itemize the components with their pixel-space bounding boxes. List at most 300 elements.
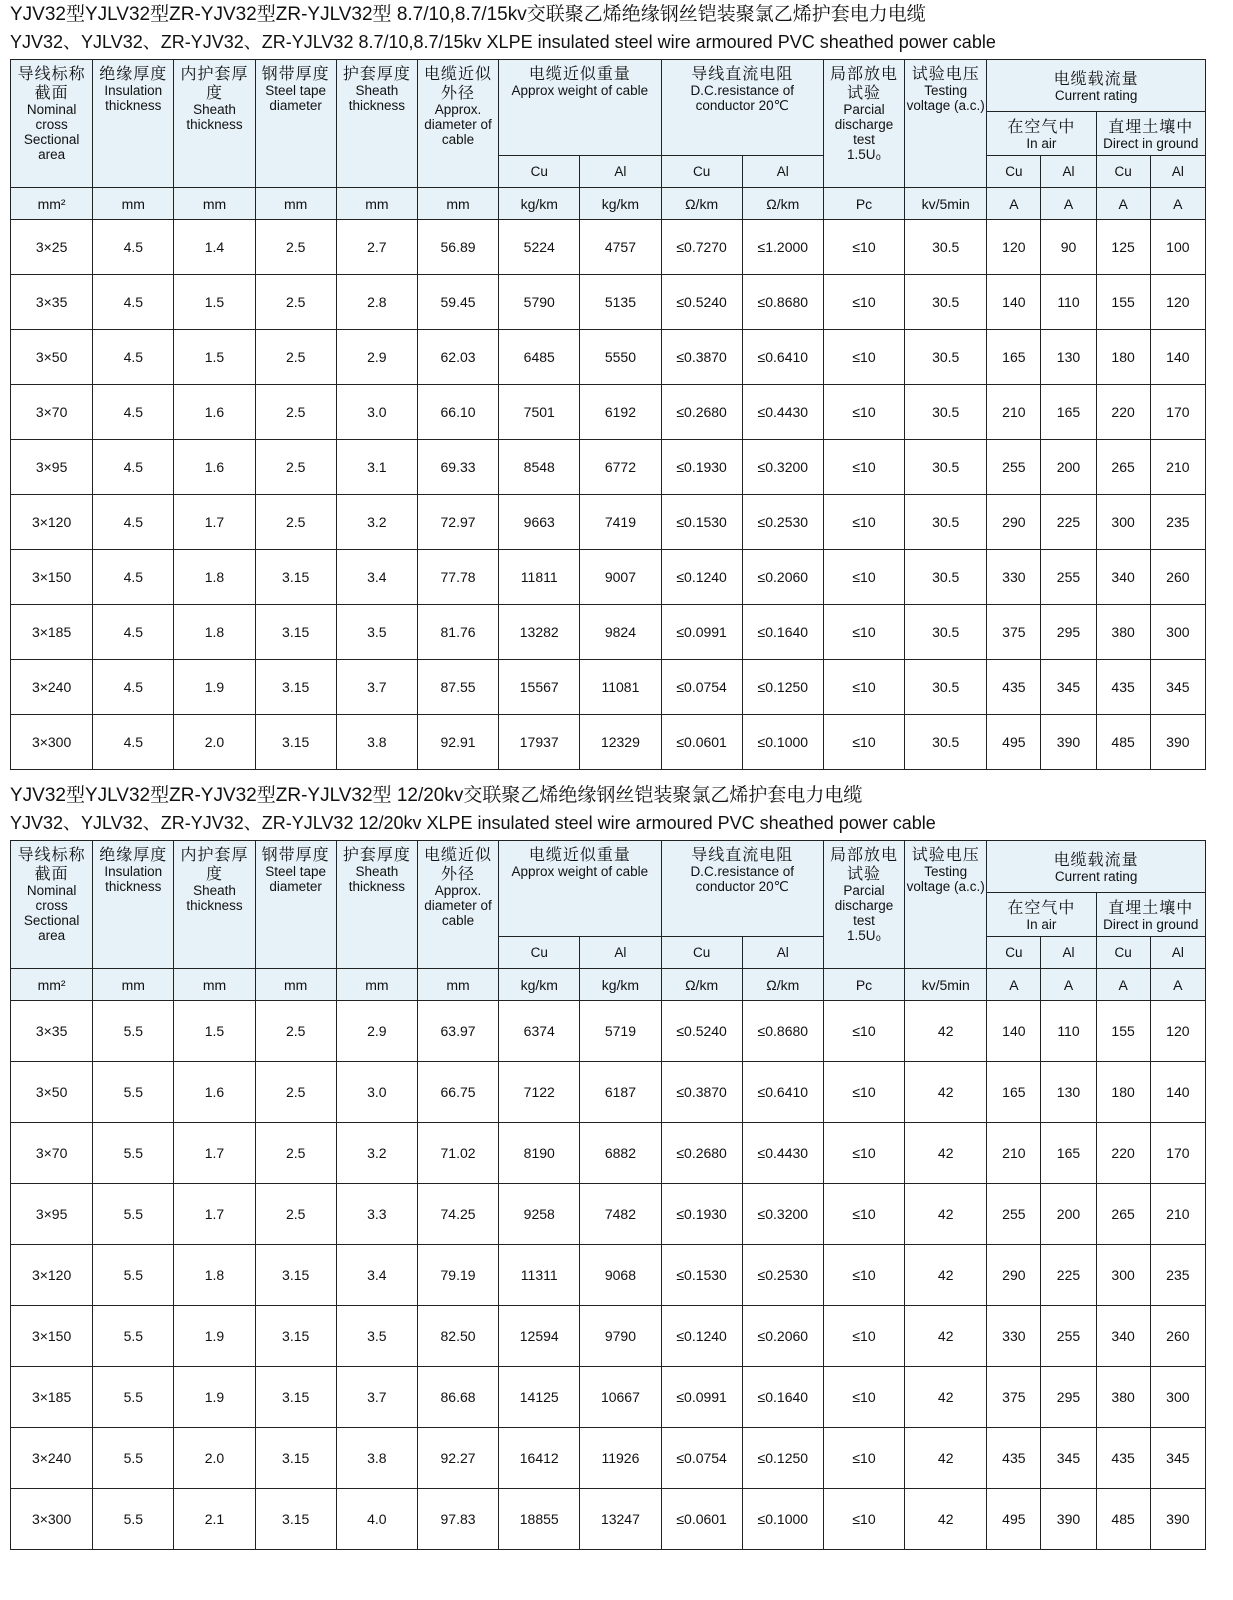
table-cell: 200 [1041,440,1096,495]
table-cell: 3.8 [336,715,417,770]
table-cell: 5719 [580,1001,661,1062]
table-cell: 3.15 [255,1489,336,1550]
table-row [11,1062,1206,1123]
table-cell: 130 [1041,330,1096,385]
table-cell: ≤10 [823,1184,904,1245]
header-cu [499,937,580,969]
table-cell: 1.8 [174,1245,255,1306]
header-label-en: Sheath thickness [186,102,243,132]
header-label-zh: 试验电压 [911,64,980,83]
table-cell: 1.7 [174,1123,255,1184]
table-cell: ≤0.7270 [661,220,742,275]
table-cell: 30.5 [905,330,987,385]
header-label-zh: 钢带厚度 [261,64,330,83]
table-cell: ≤0.1000 [742,715,823,770]
table-cell: ≤10 [823,1367,904,1428]
table-cell: 42 [905,1001,987,1062]
table-cell: 4.5 [93,385,174,440]
header-insulation [93,841,174,969]
header-label-en: Sheath thickness [186,883,243,913]
table-cell: 165 [1041,385,1096,440]
header-label-zh: 电缆载流量 [1053,68,1139,88]
header-cu [499,156,580,188]
unit-cell: A [1096,969,1150,1001]
unit-cell: kv/5min [905,969,987,1001]
table-cell: 42 [905,1428,987,1489]
header-label-en: Current rating [1054,87,1138,103]
table-cell: ≤10 [823,715,904,770]
table-cell: 265 [1096,1184,1150,1245]
table-cell: 390 [1041,1489,1096,1550]
table-cell: 2.5 [255,385,336,440]
table-cell: 2.5 [255,1123,336,1184]
table-cell: 375 [987,1367,1041,1428]
table-cell: 15567 [499,660,580,715]
table-cell: 79.19 [417,1245,498,1306]
table-cell: ≤0.3200 [742,1184,823,1245]
table-cell: 1.7 [174,1184,255,1245]
table-cell: 92.91 [417,715,498,770]
table-cell: 2.9 [336,330,417,385]
table-cell: ≤10 [823,330,904,385]
header-in-air [987,893,1096,937]
header-label-zh: 绝缘厚度 [99,845,168,864]
header-label-en: Nominal cross Sectional area [23,883,80,943]
table-cell: 30.5 [905,715,987,770]
header-weight [499,841,661,937]
header-label-en: Steel tape diameter [265,83,327,113]
table-cell: 345 [1150,1428,1205,1489]
header-steel-tape [255,841,336,969]
header-label: Al [1171,945,1184,960]
header-label-zh: 电缆近似外径 [424,64,493,102]
table-cell: 3.0 [336,385,417,440]
table-row [11,495,1206,550]
table-cell: 295 [1041,605,1096,660]
table-cell: 3×120 [11,495,93,550]
table-cell: 4.5 [93,495,174,550]
header-in-ground [1096,112,1205,156]
unit-cell: A [1096,188,1150,220]
table-cell: 4.5 [93,550,174,605]
header-label: Cu [692,945,711,960]
table-cell: ≤10 [823,1428,904,1489]
table-cell: ≤10 [823,275,904,330]
header-label-zh: 在空气中 [1007,897,1076,917]
unit-cell: A [987,188,1041,220]
table-cell: 340 [1096,550,1150,605]
table-cell: ≤0.1930 [661,440,742,495]
table-cell: 120 [987,220,1041,275]
table-cell: 300 [1150,1367,1205,1428]
header-label: Al [1062,164,1075,179]
header-label-en: D.C.resistance of conductor 20℃ [690,864,794,894]
table-cell: 30.5 [905,220,987,275]
table-row [11,1489,1206,1550]
table-cell: 3×300 [11,715,93,770]
table-cell: 495 [987,1489,1041,1550]
header-label-en: Approx weight of cable [511,83,649,98]
table-cell: 165 [1041,1123,1096,1184]
table-cell: 7482 [580,1184,661,1245]
table-cell: 8190 [499,1123,580,1184]
table-cell: ≤0.3870 [661,330,742,385]
table-cell: ≤10 [823,1001,904,1062]
table-cell: 62.03 [417,330,498,385]
header-sheath [336,60,417,188]
table-cell: 390 [1041,715,1096,770]
table-cell: 9790 [580,1306,661,1367]
header-discharge [823,841,904,969]
table-cell: 3×185 [11,1367,93,1428]
spec-table [10,59,1206,770]
table-cell: 375 [987,605,1041,660]
table-cell: 66.10 [417,385,498,440]
header-label-en: D.C.resistance of conductor 20℃ [690,83,794,113]
table-cell: 155 [1096,1001,1150,1062]
table-cell: 10667 [580,1367,661,1428]
table-cell: 3.15 [255,1428,336,1489]
table-cell: 435 [987,1428,1041,1489]
table-cell: 3×185 [11,605,93,660]
unit-cell: Pc [823,969,904,1001]
table-cell: ≤0.0601 [661,715,742,770]
table-cell: 495 [987,715,1041,770]
unit-cell: A [1041,969,1096,1001]
table-cell: ≤0.0991 [661,605,742,660]
table-row [11,715,1206,770]
unit-cell: kv/5min [905,188,987,220]
table-cell: 17937 [499,715,580,770]
table-cell: 1.5 [174,330,255,385]
unit-cell: mm [93,188,174,220]
header-label-en: Parcial discharge test [834,102,894,147]
table-cell: 6485 [499,330,580,385]
header-al [742,937,823,969]
table-cell: 12594 [499,1306,580,1367]
header-label: Cu [1005,164,1023,179]
table-cell: 110 [1041,275,1096,330]
header-label-zh: 试验电压 [911,845,980,864]
table-cell: 1.6 [174,1062,255,1123]
header-cu [1096,156,1150,188]
table-cell: 3.7 [336,1367,417,1428]
table-cell: 3.8 [336,1428,417,1489]
table-cell: ≤0.0991 [661,1367,742,1428]
table-cell: ≤0.1530 [661,495,742,550]
table-cell: 4.5 [93,220,174,275]
table-cell: ≤0.2060 [742,1306,823,1367]
table-cell: 81.76 [417,605,498,660]
header-label: Cu [530,164,548,179]
table-cell: 4.5 [93,660,174,715]
table-cell: 9824 [580,605,661,660]
table-cell: 260 [1150,1306,1205,1367]
table-cell: 11926 [580,1428,661,1489]
table-cell: 2.5 [255,1001,336,1062]
header-weight [499,60,661,156]
header-label: Cu [692,164,711,179]
table-cell: 3.2 [336,1123,417,1184]
table-cell: ≤0.5240 [661,1001,742,1062]
table-cell: ≤0.1240 [661,550,742,605]
table-cell: 3.1 [336,440,417,495]
unit-cell: mm² [11,188,93,220]
table-cell: 5224 [499,220,580,275]
table-cell: 485 [1096,1489,1150,1550]
table-cell: ≤10 [823,495,904,550]
table-cell: ≤0.5240 [661,275,742,330]
header-label: Al [776,945,789,960]
header-label: Cu [530,945,548,960]
table-cell: 59.45 [417,275,498,330]
table-cell: 18855 [499,1489,580,1550]
table-cell: 165 [987,330,1041,385]
table-cell: 255 [987,1184,1041,1245]
table-row [11,1245,1206,1306]
table-cell: 3.15 [255,660,336,715]
header-label-zh: 局部放电试验 [829,845,898,883]
table-row [11,1184,1206,1245]
header-label-zh: 导线标称截面 [17,845,86,883]
table-cell: 4.5 [93,275,174,330]
table-cell: ≤1.2000 [742,220,823,275]
header-label-en: Direct in ground [1103,135,1199,151]
table-cell: 3.15 [255,715,336,770]
table-row [11,1428,1206,1489]
header-label-en: Approx. diameter of cable [424,883,492,928]
header-inner-sheath [174,60,255,188]
header-label-en: Parcial discharge test [834,883,894,928]
table-row [11,440,1206,495]
table-cell: 3×240 [11,1428,93,1489]
unit-cell: mm² [11,969,93,1001]
header-label-en: Testing voltage (a.c.) [906,83,985,113]
table-cell: 72.97 [417,495,498,550]
header-label-zh: 电缆载流量 [1053,849,1139,869]
table-cell: ≤0.0601 [661,1489,742,1550]
header-in-ground [1096,893,1205,937]
header-label-zh: 内护套厚度 [180,64,249,102]
table-row [11,1001,1206,1062]
table-cell: ≤0.1640 [742,1367,823,1428]
table-cell: ≤0.4430 [742,1123,823,1184]
unit-cell: mm [336,188,417,220]
header-label: Al [1171,164,1184,179]
header-label-en: Insulation thickness [104,864,163,894]
table-cell: 6374 [499,1001,580,1062]
table-cell: 3.4 [336,1245,417,1306]
unit-cell: mm [255,969,336,1001]
table-cell: ≤10 [823,1489,904,1550]
table-cell: 4.5 [93,605,174,660]
unit-cell: mm [255,188,336,220]
table-cell: ≤10 [823,550,904,605]
table-cell: 8548 [499,440,580,495]
unit-cell: kg/km [499,969,580,1001]
header-label-zh: 电缆近似外径 [424,845,493,883]
table-cell: 2.5 [255,1062,336,1123]
unit-cell: kg/km [499,188,580,220]
header-label-en: Insulation thickness [104,83,163,113]
table-cell: 265 [1096,440,1150,495]
header-cu [661,937,742,969]
table-cell: 290 [987,495,1041,550]
table-cell: 435 [987,660,1041,715]
table-title-en: YJV32、YJLV32、ZR-YJV32、ZR-YJLV32 12/20kv XLPE insulated steel wire armoured PVC sheathed power cable [10,813,936,833]
table-cell: 5.5 [93,1123,174,1184]
table-cell: 485 [1096,715,1150,770]
unit-cell: Pc [823,188,904,220]
header-inner-sheath [174,841,255,969]
table-cell: 1.7 [174,495,255,550]
table-cell: 1.5 [174,1001,255,1062]
table-cell: 1.9 [174,660,255,715]
header-label-zh: 导线标称截面 [17,64,86,102]
header-diameter [417,60,498,188]
unit-cell: kg/km [580,969,661,1001]
table-cell: 290 [987,1245,1041,1306]
table-cell: 5.5 [93,1245,174,1306]
table-cell: 435 [1096,660,1150,715]
table-cell: 74.25 [417,1184,498,1245]
table-cell: 140 [1150,330,1205,385]
unit-cell: mm [93,969,174,1001]
table-cell: 3×70 [11,385,93,440]
header-label-zh: 绝缘厚度 [99,64,168,83]
table-cell: 390 [1150,715,1205,770]
table-cell: ≤0.1250 [742,1428,823,1489]
table-cell: 120 [1150,1001,1205,1062]
table-cell: 345 [1041,1428,1096,1489]
table-row [11,550,1206,605]
table-cell: 140 [987,1001,1041,1062]
table-cell: 97.83 [417,1489,498,1550]
header-steel-tape [255,60,336,188]
table-cell: 1.6 [174,440,255,495]
table-cell: 3×50 [11,1062,93,1123]
header-current [987,60,1206,112]
table-row [11,605,1206,660]
table-cell: 4.5 [93,440,174,495]
table-cell: 3.0 [336,1062,417,1123]
table-cell: 6882 [580,1123,661,1184]
table-cell: 2.5 [255,275,336,330]
header-discharge [823,60,904,188]
table-cell: 170 [1150,385,1205,440]
unit-cell: A [1041,188,1096,220]
table-cell: 1.9 [174,1367,255,1428]
table-cell: 42 [905,1489,987,1550]
table-cell: 12329 [580,715,661,770]
table-cell: 86.68 [417,1367,498,1428]
header-label-en: Sheath thickness [348,864,405,894]
table-cell: 3.15 [255,550,336,605]
header-row [11,841,1206,893]
table-cell: 13247 [580,1489,661,1550]
table-cell: 9258 [499,1184,580,1245]
table-cell: 42 [905,1062,987,1123]
table-title-zh: YJV32型YJLV32型ZR-YJV32型ZR-YJLV32型 12/20kv交联聚乙烯绝缘钢丝铠装聚氯乙烯护套电力电缆 [10,785,863,806]
table-row [11,1306,1206,1367]
table-cell: 3×35 [11,1001,93,1062]
header-label-sub: 1.5U₀ [846,928,882,943]
table-section-1 [10,4,1223,776]
header-label-en: In air [1026,916,1057,932]
table-cell: 5135 [580,275,661,330]
table-cell: 210 [987,385,1041,440]
table-cell: 210 [1150,1184,1205,1245]
header-cu [987,156,1041,188]
table-cell: 120 [1150,275,1205,330]
header-label-en: Sheath thickness [348,83,405,113]
table-cell: 77.78 [417,550,498,605]
table-cell: ≤0.1930 [661,1184,742,1245]
table-cell: 340 [1096,1306,1150,1367]
table-cell: 42 [905,1306,987,1367]
unit-cell: mm [174,969,255,1001]
table-cell: 16412 [499,1428,580,1489]
table-cell: ≤0.3870 [661,1062,742,1123]
table-cell: 71.02 [417,1123,498,1184]
table-row [11,660,1206,715]
header-label-zh: 导线直流电阻 [691,64,794,83]
table-cell: 6772 [580,440,661,495]
table-cell: 30.5 [905,605,987,660]
header-cu [1096,937,1150,969]
table-cell: 330 [987,550,1041,605]
table-cell: ≤10 [823,385,904,440]
table-cell: 42 [905,1123,987,1184]
header-label-en: Steel tape diameter [265,864,327,894]
table-cell: 1.8 [174,550,255,605]
table-cell: 260 [1150,550,1205,605]
table-cell: 3×95 [11,440,93,495]
header-current [987,841,1206,893]
table-title-zh: YJV32型YJLV32型ZR-YJV32型ZR-YJLV32型 8.7/10,8.7/15kv交联聚乙烯绝缘钢丝铠装聚氯乙烯护套电力电缆 [10,4,926,25]
table-cell: 42 [905,1184,987,1245]
header-label-en: Approx weight of cable [511,864,649,879]
table-cell: 300 [1096,495,1150,550]
table-cell: 235 [1150,495,1205,550]
header-label-zh: 钢带厚度 [261,845,330,864]
header-label: Al [614,945,627,960]
table-cell: 3×300 [11,1489,93,1550]
unit-cell: mm [417,969,498,1001]
header-label: Cu [1005,945,1023,960]
units-row [11,188,1206,220]
table-cell: 2.8 [336,275,417,330]
table-cell: 4.5 [93,715,174,770]
unit-cell: kg/km [580,188,661,220]
table-cell: 1.9 [174,1306,255,1367]
table-cell: 3×240 [11,660,93,715]
header-label: Al [614,164,627,179]
table-cell: 30.5 [905,550,987,605]
header-label-sub: 1.5U₀ [846,147,882,162]
header-label-en: Nominal cross Sectional area [23,102,80,162]
table-cell: 92.27 [417,1428,498,1489]
header-label-zh: 局部放电试验 [829,64,898,102]
table-cell: 180 [1096,1062,1150,1123]
table-cell: 4757 [580,220,661,275]
table-cell: 140 [987,275,1041,330]
table-cell: 11311 [499,1245,580,1306]
table-cell: 5.5 [93,1062,174,1123]
header-label: Al [776,164,789,179]
table-cell: 3×35 [11,275,93,330]
table-cell: 87.55 [417,660,498,715]
